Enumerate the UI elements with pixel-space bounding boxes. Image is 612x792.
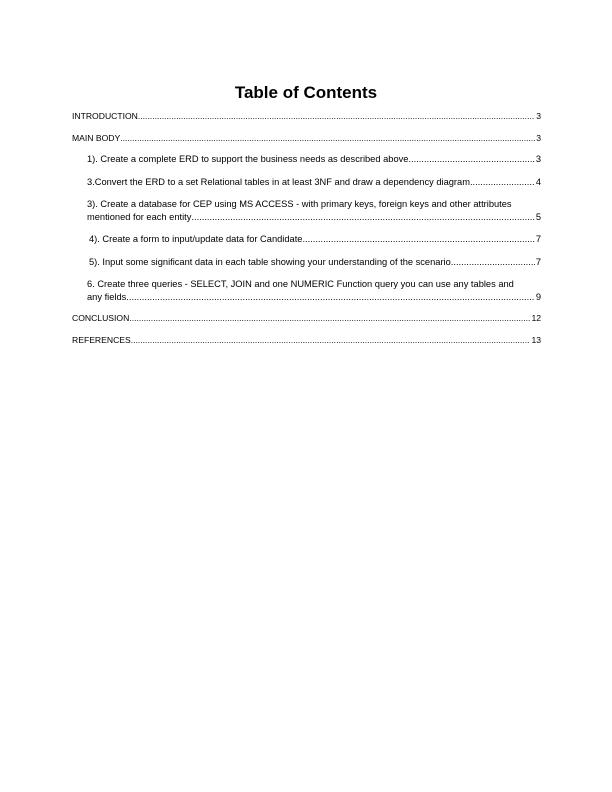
toc-entry-text: MAIN BODY — [72, 132, 121, 143]
toc-entry-create-form[interactable] — [72, 233, 541, 246]
toc-entry-text: INTRODUCTION — [72, 111, 138, 121]
dot-leader — [131, 334, 531, 347]
toc-entry-page: 3 — [536, 111, 541, 121]
toc-entry-text: 5). Input some significant data in each table showing your understanding of the scenario. — [89, 256, 454, 267]
dot-leader — [411, 153, 535, 166]
toc-entry-create-queries[interactable] — [72, 278, 541, 303]
toc-entry-text-line1: 3). Create a database for CEP using MS ACCESS - with primary keys, foreign keys and other attributes — [87, 199, 512, 209]
toc-entry-page: 12 — [531, 313, 541, 323]
toc-entry-text-line1: 6. Create three queries - SELECT, JOIN and one NUMERIC Function query you can use any tables and — [87, 279, 514, 289]
dot-leader — [129, 312, 530, 325]
toc-entry-text: 4). Create a form to input/update data for Candidate. — [89, 234, 306, 244]
toc-entry-page: 9 — [535, 291, 541, 302]
dot-leader — [120, 132, 535, 145]
toc-entry-text: 3.Convert the ERD to a set Relational tables in at least 3NF and draw a dependency diagram. — [87, 176, 473, 187]
toc-title: Table of Contents — [234, 83, 378, 102]
toc-entry-page: 3 — [535, 154, 541, 164]
toc-entry-conclusion[interactable] — [72, 312, 541, 325]
toc-entry-input-data[interactable] — [72, 256, 541, 269]
toc-entry-page: 7 — [535, 256, 541, 267]
dot-leader — [191, 211, 534, 224]
dot-leader — [138, 110, 535, 123]
toc-entry-text-line2: any fields — [87, 291, 127, 302]
toc-entry-page: 3 — [536, 132, 541, 143]
dot-leader — [305, 233, 535, 246]
toc-entry-main-body[interactable] — [72, 132, 541, 145]
toc-entry-text: REFERENCES — [72, 334, 131, 345]
toc-entry-text-line2: mentioned for each entity — [87, 211, 192, 222]
toc-entry-page: 7 — [535, 234, 541, 244]
toc-entry-text: 1). Create a complete ERD to support the business needs as described above. — [87, 154, 412, 164]
toc-entry-page: 5 — [535, 211, 541, 222]
dot-leader — [473, 176, 535, 189]
toc-entry-references[interactable] — [72, 334, 541, 347]
toc-entry-text: CONCLUSION — [72, 313, 130, 323]
toc-entry-page: 13 — [531, 334, 541, 345]
toc-entry-create-erd[interactable] — [72, 153, 541, 166]
dot-leader — [126, 291, 535, 304]
toc-entry-convert-erd[interactable] — [72, 176, 541, 189]
toc-entry-introduction[interactable] — [72, 110, 541, 123]
toc-entry-create-database[interactable] — [72, 198, 541, 223]
toc-entry-page: 4 — [535, 176, 541, 187]
toc-list — [72, 110, 541, 346]
dot-leader — [453, 256, 534, 269]
